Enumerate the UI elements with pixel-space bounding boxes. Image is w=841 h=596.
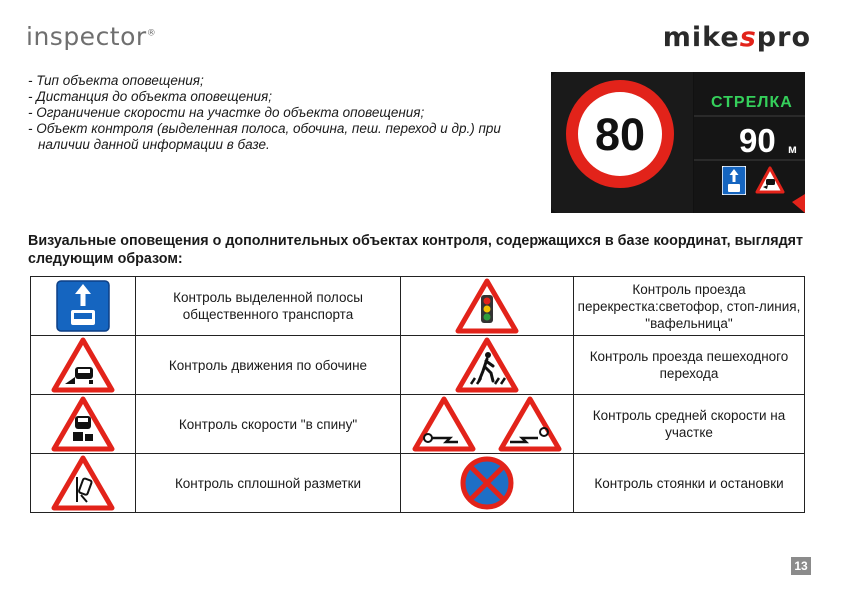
average-speed-signs-cell xyxy=(401,395,574,454)
shoulder-sign-cell xyxy=(31,336,136,395)
intro-bullet-list xyxy=(28,73,528,153)
shoulder-control-text: Контроль движения по обочине xyxy=(136,336,401,395)
speed-limit-sign-icon xyxy=(551,72,693,213)
solid-line-sign-cell xyxy=(31,454,136,513)
solid-line-sign-icon xyxy=(51,455,115,511)
page-number: 13 xyxy=(791,557,811,575)
device-screen-illustration xyxy=(551,72,805,213)
no-stopping-sign-icon xyxy=(459,455,515,511)
table-row xyxy=(31,395,805,454)
bus-lane-sign-icon xyxy=(55,280,111,332)
rear-speed-control-text: Контроль скорости "в спину" xyxy=(136,395,401,454)
intro-bullet: - Дистанция до объекта оповещения; xyxy=(28,89,272,104)
no-parking-sign-cell xyxy=(401,454,574,513)
inspector-logo: inspector® xyxy=(26,22,157,51)
table-row xyxy=(31,277,805,336)
signs-table xyxy=(30,276,805,513)
alert-type-label: СТРЕЛКА xyxy=(711,94,793,111)
section-heading: Визуальные оповещения о дополнительных объектах контроля, содержащихся в базе координат, выглядят следующим образом: xyxy=(28,233,804,267)
pedestrian-control-text: Контроль проезда пешеходного перехода xyxy=(574,336,805,395)
bus-lane-control-text: Контроль выделенной полосы общественного транспорта xyxy=(136,277,401,336)
no-parking-control-text: Контроль стоянки и остановки xyxy=(574,454,805,513)
traffic-light-sign-icon xyxy=(455,278,519,334)
bus-lane-icon xyxy=(722,166,746,195)
shoulder-warning-icon xyxy=(755,166,785,194)
table-row xyxy=(31,454,805,513)
intro-bullet: - Ограничение скорости на участке до объекта оповещения; xyxy=(28,105,425,120)
intersection-control-text: Контроль проезда перекрестка:светофор, стоп-линия, "вафельница" xyxy=(574,277,805,336)
speed-limit-panel xyxy=(551,72,693,213)
average-speed-control-text: Контроль средней скорости на участке xyxy=(574,395,805,454)
rear-speed-sign-cell xyxy=(31,395,136,454)
distance-unit: м xyxy=(788,142,797,156)
solid-line-control-text: Контроль сплошной разметки xyxy=(136,454,401,513)
shoulder-sign-icon xyxy=(51,337,115,393)
intro-bullet: - Объект контроля (выделенная полоса, обочина, пеш. переход и др.) при наличии данной информации в базе. xyxy=(28,121,501,152)
distance-value: 90 xyxy=(739,122,776,159)
rear-speed-sign-icon xyxy=(51,396,115,452)
table-row xyxy=(31,336,805,395)
pedestrian-crossing-sign-icon xyxy=(455,337,519,393)
traffic-light-sign-cell xyxy=(401,277,574,336)
pedestrian-sign-cell xyxy=(401,336,574,395)
mikes-pro-logo: mikespro xyxy=(662,22,811,53)
bus-lane-sign-cell xyxy=(31,277,136,336)
speed-limit-value: 80 xyxy=(594,109,646,160)
average-speed-signs-icon xyxy=(412,396,562,452)
intro-bullet: - Тип объекта оповещения; xyxy=(28,73,204,88)
